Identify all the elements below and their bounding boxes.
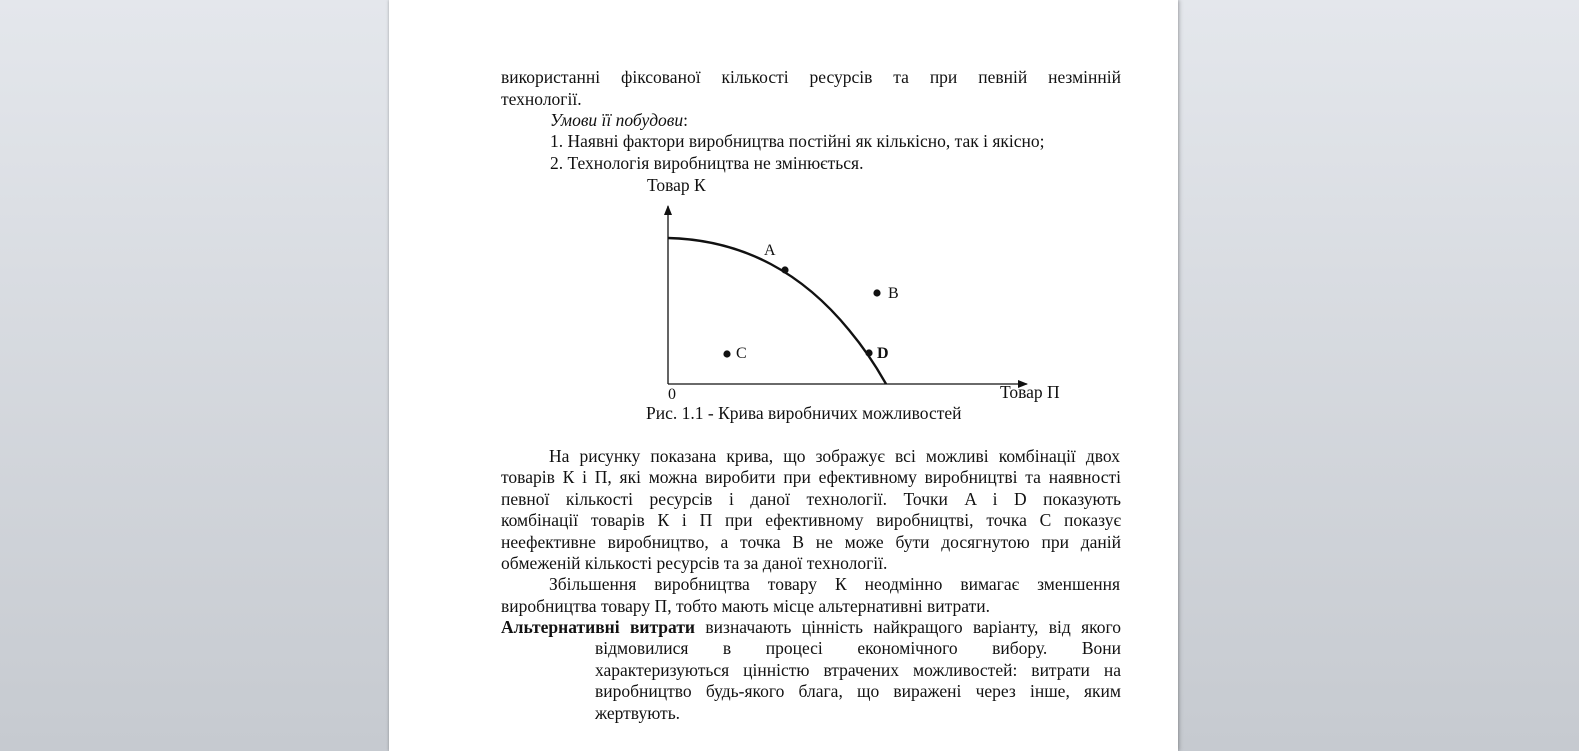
conditions-title: Умови її побудови [550, 110, 684, 130]
paragraph-increase-line-1: Збільшення виробництва товару К неодмінно вимагає зменшення [549, 574, 1120, 594]
production-possibilities-curve [668, 238, 886, 384]
definition-line-4: виробництво будь-якого блага, що виражені через інше, яким [595, 681, 1121, 701]
point-c-label: C [736, 345, 747, 362]
document-page [389, 0, 1178, 751]
point-d-label: D [877, 345, 889, 362]
paragraph-main-line-4: комбінації товарів К і П при ефективному виробництві, точка С показує [501, 510, 1121, 530]
definition-line-1 [501, 617, 1121, 639]
point-d-marker [865, 349, 872, 356]
point-a-marker [781, 266, 788, 273]
definition-line-2: відмовилися в процесі економічного вибору. Вони [595, 638, 1121, 658]
paragraph-main-line-2: товарів К і П, які можна виробити при ефективному виробництві та наявності [501, 467, 1121, 487]
definition-line-5: жертвують. [595, 703, 681, 723]
paragraph-main-line-6: обмеженій кількості ресурсів та за даної технології. [501, 553, 888, 573]
paragraph-main-line-3: певної кількості ресурсів і даної технології. Точки A і D показують [501, 489, 1121, 509]
production-possibilities-figure [389, 0, 1178, 430]
conditions-colon: : [683, 110, 689, 130]
definition-line-3: характеризуються цінністю втрачених можливостей: витрати на [595, 660, 1121, 680]
paragraph-main-line-5: неефективне виробництво, а точка В не може бути досягнутою при даній [501, 532, 1121, 552]
figure-x-axis-label: Товар П [1000, 382, 1060, 402]
figure-caption: Рис. 1.1 - Крива виробничих можливостей [646, 403, 962, 423]
paragraph-increase-line-2: виробництва товару П, тобто мають місце альтернативні витрати. [501, 596, 990, 616]
point-c-marker [723, 350, 730, 357]
paragraph-main-line-1: На рисунку показана крива, що зображує всі можливі комбінації двох [549, 446, 1120, 466]
paragraph-top-line-1: використанні фіксованої кількості ресурсів та при певній незмінній [501, 67, 1121, 87]
point-b-marker [873, 289, 880, 296]
definition-line-1-rest: визначають цінність найкращого варіанту, від якого [695, 617, 1121, 637]
point-a-label: A [764, 242, 776, 259]
conditions-item-1: 1. Наявні фактори виробництва постійні як кількісно, так і якісно; [550, 131, 1045, 151]
conditions-item-2: 2. Технологія виробництва не змінюється. [550, 153, 864, 173]
definition-term: Альтернативні витрати [501, 617, 696, 637]
figure-y-axis-label: Товар К [647, 175, 706, 195]
point-b-label: B [888, 285, 899, 302]
origin-label: 0 [668, 386, 676, 403]
paragraph-top-line-2: технології. [501, 89, 582, 109]
